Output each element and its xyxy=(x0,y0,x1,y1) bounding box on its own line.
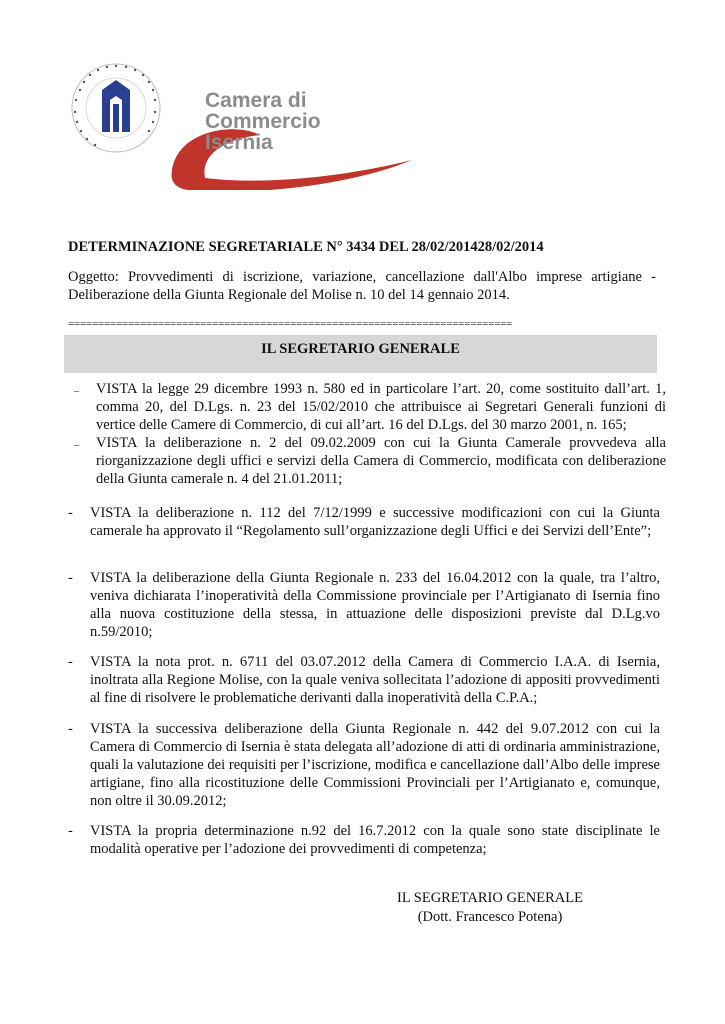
separator-line: ========================================================================== xyxy=(68,318,513,330)
signature-name: (Dott. Francesco Potena) xyxy=(417,909,563,925)
list-item-text: VISTA la legge 29 dicembre 1993 n. 580 ed in particolare l’art. 20, come sostituito dall’art. 1, comma 20, del D.Lgs. n. 23 del 15/02/2010 che attribuisce ai Segretari Generali funzioni di vertice delle Camere di Commercio, di cui all’art. 16 del D.Lgs. del 30 marzo 2001, n. 165; xyxy=(96,381,666,433)
document-title: DETERMINAZIONE SEGRETARIALE N° 3434 DEL 28/02/201428/02/2014 xyxy=(68,239,544,255)
list-item-text: VISTA la successiva deliberazione della Giunta Regionale n. 442 del 9.07.2012 con cui la Camera di Commercio di Isernia è stata delegata all’adozione di atti di ordinaria amministrazione, quali la valutazione dei requisiti per l’iscrizione, modifica e cancellazione dall’Albo delle imprese artigiane, fino alla ricostituzione delle Commissioni Provinciali per l’Artigianato e, comunque, non oltre il 30.09.2012; xyxy=(90,721,660,809)
list-item xyxy=(68,504,660,540)
list-marker: - xyxy=(68,721,73,737)
list-item-text: VISTA la deliberazione n. 2 del 09.02.2009 con cui la Giunta Camerale provvedeva alla riorganizzazione degli uffici e servizi della Camera di Commercio, modificata con deliberazione della Giunta camerale n. 4 del 21.01.2011; xyxy=(96,435,666,487)
list-marker: – xyxy=(74,440,79,451)
document-subject: Oggetto: Provvedimenti di iscrizione, variazione, cancellazione dall'Albo imprese artigiane - Deliberazione della Giunta Regionale del Molise n. 10 del 14 gennaio 2014. xyxy=(68,269,656,303)
brand-name xyxy=(205,90,420,153)
list-item-text: VISTA la deliberazione n. 112 del 7/12/1999 e successive modificazioni con cui la Giunta camerale ha approvato il “Regolamento sull’organizzazione degli Uffici e dei Servizi dell’Ente”; xyxy=(90,505,660,539)
section-heading: IL SEGRETARIO GENERALE xyxy=(261,341,460,357)
signature-role: IL SEGRETARIO GENERALE xyxy=(397,890,583,906)
signature-block xyxy=(380,889,600,927)
list-marker: - xyxy=(68,654,73,670)
list-item-text: VISTA la deliberazione della Giunta Regionale n. 233 del 16.04.2012 con la quale, tra l’altro, veniva dichiarata l’inoperatività della Commissione provinciale per l’Artigianato di Isernia fino alla nuova costituzione della stessa, in attuazione delle disposizioni previste dal D.Lg.vo n.59/2010; xyxy=(90,570,660,640)
list-item-text: VISTA la propria determinazione n.92 del 16.7.2012 con la quale sono state disciplinate le modalità operative per l’adozione dei provvedimenti di competenza; xyxy=(90,823,660,857)
list-item-text: VISTA la nota prot. n. 6711 del 03.07.2012 della Camera di Commercio I.A.A. di Isernia, inoltrata alla Regione Molise, con la quale veniva sollecitata l’adozione di appositi provvedimenti al fine di risolvere le problematiche derivanti dalla inoperatività della C.P.A.; xyxy=(90,654,660,706)
list-item xyxy=(68,720,660,810)
brand-line-1: Camera di Commercio xyxy=(205,89,321,133)
list-item xyxy=(68,822,660,858)
list-item xyxy=(74,434,666,488)
brand-line-2: Isernia xyxy=(205,131,273,154)
list-item xyxy=(74,380,666,434)
list-item xyxy=(68,653,660,707)
list-item xyxy=(68,569,660,641)
list-marker: - xyxy=(68,570,73,586)
logo xyxy=(60,60,420,190)
list-marker: – xyxy=(74,386,79,397)
list-marker: - xyxy=(68,823,73,839)
list-marker: - xyxy=(68,505,73,521)
